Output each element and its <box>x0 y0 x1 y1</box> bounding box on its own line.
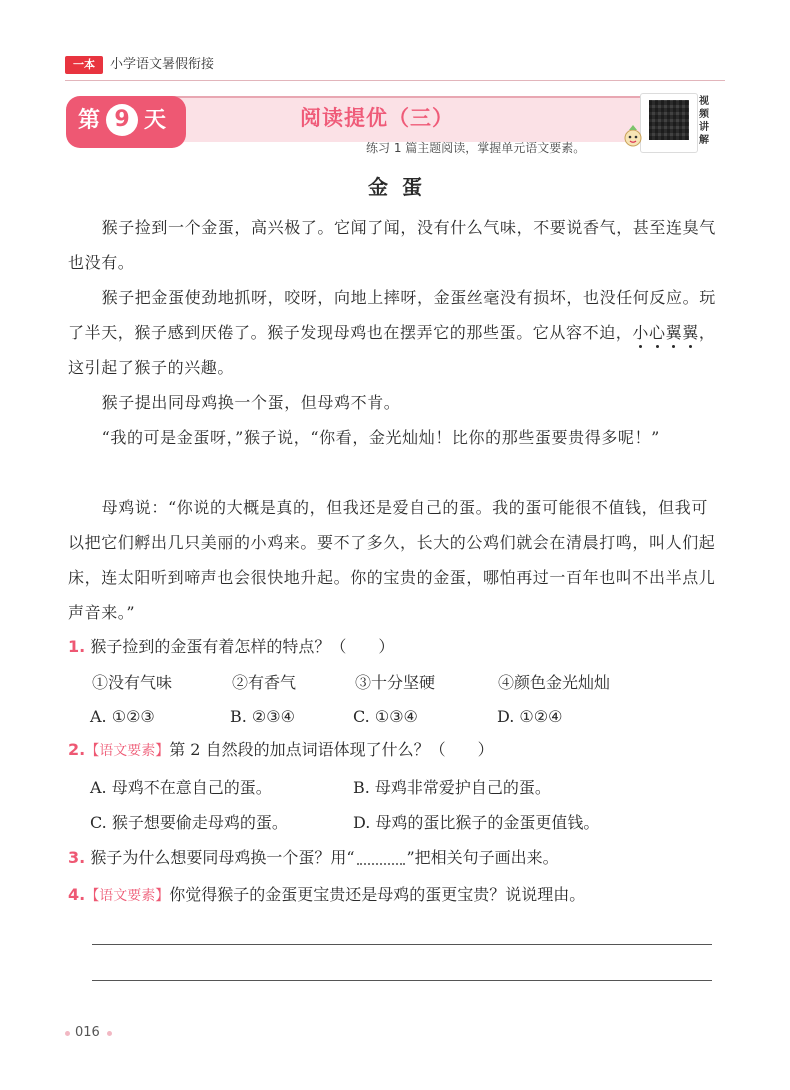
lesson-title: 阅读提优（三） <box>300 106 454 130</box>
question-number: 3. <box>68 848 86 867</box>
series-title: 小学语文暑假衔接 <box>110 57 215 72</box>
question-1 <box>68 632 728 662</box>
passage-paragraph-2 <box>68 280 716 385</box>
question-tag: 【语文要素】 <box>85 743 170 759</box>
choice-d[interactable]: D. 母鸡的蛋比猴子的金蛋更值钱。 <box>353 813 600 832</box>
day-suffix: 天 <box>144 108 167 133</box>
question-text: 第 2 自然段的加点词语体现了什么？（ ） <box>169 740 494 759</box>
passage-paragraph-4: “我的可是金蛋呀，”猴子说，“你看，金光灿灿！比你的那些蛋要贵得多呢！” <box>101 428 660 447</box>
answer-line[interactable] <box>92 980 712 981</box>
choice-a[interactable]: A. 母鸡不在意自己的蛋。 <box>90 778 272 797</box>
choice-c[interactable]: C. ①③④ <box>353 707 418 726</box>
passage-title: 金蛋 <box>368 175 436 199</box>
qr-code-icon[interactable] <box>649 100 689 140</box>
paragraph-2-text: 猴子把金蛋使劲地抓呀，咬呀，向地上摔呀，金蛋丝毫没有损坏，也没任何反应。玩了半天，猴子感到厌倦了。猴子发现母鸡也在摆弄它的那些蛋。它从容不迫， <box>68 288 716 342</box>
choice-a[interactable]: A. ①②③ <box>90 707 155 726</box>
footer-dot <box>65 1031 70 1036</box>
lesson-subtitle: 练习 1 篇主题阅读，掌握单元语文要素。 <box>366 141 586 155</box>
question-2 <box>68 735 728 766</box>
choice-b[interactable]: B. ②③④ <box>230 707 295 726</box>
answer-line[interactable] <box>92 944 712 945</box>
emphasized-char: 小 <box>632 323 650 342</box>
video-explain-label[interactable]: 视频讲解 <box>699 96 709 146</box>
feature-item: ②有香气 <box>232 673 297 692</box>
question-3 <box>68 843 728 873</box>
brand-logo: 一本 <box>65 56 103 74</box>
feature-item: ①没有气味 <box>92 673 173 692</box>
footer-dot <box>107 1031 112 1036</box>
feature-item: ③十分坚硬 <box>355 673 436 692</box>
passage-paragraph-3: 猴子提出同母鸡换一个蛋，但母鸡不肯。 <box>101 393 401 412</box>
feature-item: ④颜色金光灿灿 <box>498 673 611 692</box>
choice-c[interactable]: C. 猴子想要偷走母鸡的蛋。 <box>90 813 288 832</box>
question-text-end: ”把相关句子画出来。 <box>406 848 559 867</box>
question-number: 2. <box>68 740 86 759</box>
passage-paragraph-1: 猴子捡到一个金蛋，高兴极了。它闻了闻，没有什么气味，不要说香气，甚至连臭气也没有。 <box>68 218 716 272</box>
choice-d[interactable]: D. ①②④ <box>497 707 563 726</box>
question-number: 1. <box>68 637 86 656</box>
question-tag: 【语文要素】 <box>85 888 170 904</box>
question-number: 4. <box>68 885 86 904</box>
top-divider <box>65 80 725 81</box>
question-text: 猴子捡到的金蛋有着怎样的特点？（ ） <box>90 637 395 656</box>
page-number: 016 <box>75 1025 100 1040</box>
choice-b[interactable]: B. 母鸡非常爱护自己的蛋。 <box>353 778 551 797</box>
wavy-underline-mark <box>357 853 405 865</box>
emphasized-char: 翼 <box>665 323 683 342</box>
mascot-icon <box>622 124 644 148</box>
emphasized-char: 心 <box>649 323 666 342</box>
question-text: 猴子为什么想要同母鸡换一个蛋？用“ <box>90 848 355 867</box>
paragraph-2-text-end: ，这引起了猴子的兴趣。 <box>68 323 716 377</box>
question-4 <box>68 880 728 911</box>
question-text: 你觉得猴子的金蛋更宝贵还是母鸡的蛋更宝贵？说说理由。 <box>169 885 586 904</box>
day-number: 9 <box>106 104 138 136</box>
passage-paragraph-5: 母鸡说：“你说的大概是真的，但我还是爱自己的蛋。我的蛋可能很不值钱，但我可以把它们孵出几只美丽的小鸡来。要不了多久，长大的公鸡们就会在清晨打鸣，叫人们起床，连太阳听到啼声也会很快地升起。你的宝贵的金蛋，哪怕再过一百年也叫不出半点儿声音来。” <box>68 498 716 622</box>
day-prefix: 第 <box>78 108 101 133</box>
emphasized-char: 翼 <box>682 323 699 342</box>
